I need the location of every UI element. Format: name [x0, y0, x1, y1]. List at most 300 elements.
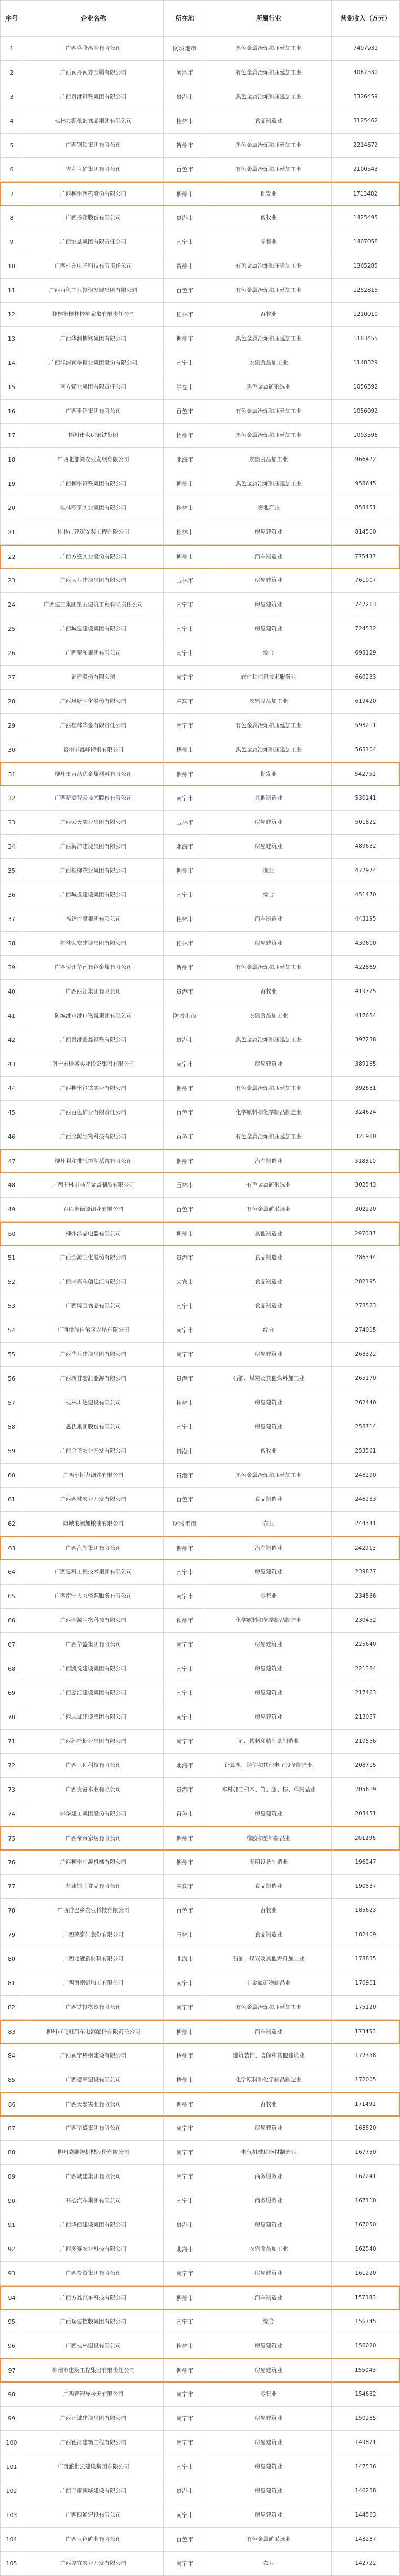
table-body — [0, 37, 400, 2576]
row-revenue: 239877 — [332, 1560, 400, 1585]
row-location: 玉林市 — [164, 1173, 206, 1198]
row-location: 贵港市 — [164, 1778, 206, 1802]
row-enterprise-name: 广西海洋建设集团有限公司 — [23, 835, 164, 859]
row-revenue: 3326459 — [332, 85, 400, 109]
table-row-highlighted — [0, 2358, 400, 2383]
row-revenue: 167241 — [332, 2165, 400, 2189]
table-row — [0, 1101, 400, 1125]
row-industry: 房屋建筑业 — [206, 1391, 332, 1415]
row-industry: 农副食品加工业 — [206, 2237, 332, 2262]
row-location: 南宁市 — [164, 2262, 206, 2286]
table-row — [0, 811, 400, 835]
row-revenue: 472974 — [332, 859, 400, 883]
table-row — [0, 1802, 400, 1826]
row-enterprise-name: 广西南宁梧州建设有限公司 — [23, 2044, 164, 2068]
row-location: 桂林市 — [164, 520, 206, 545]
row-serial: 36 — [0, 883, 23, 907]
header-industry: 所属行业 — [206, 0, 332, 37]
row-industry: 房屋建筑业 — [206, 1415, 332, 1439]
row-revenue: 213087 — [332, 1705, 400, 1730]
table-row — [0, 2310, 400, 2334]
row-location: 玉林市 — [164, 1923, 206, 1947]
table-row — [0, 158, 400, 182]
row-location: 梧州市 — [164, 2044, 206, 2068]
row-enterprise-name: 广西帝帝家居有限公司 — [23, 1826, 164, 1851]
row-location: 来宾市 — [164, 690, 206, 714]
row-location: 南宁市 — [164, 714, 206, 738]
table-row — [0, 2117, 400, 2141]
row-industry: 房屋建筑业 — [206, 932, 332, 956]
row-revenue: 565104 — [332, 738, 400, 762]
row-location: 南宁市 — [164, 1657, 206, 1681]
row-enterprise-name: 广西小恒力钢铁有限公司 — [23, 1464, 164, 1488]
row-revenue: 248290 — [332, 1464, 400, 1488]
row-industry: 零售业 — [206, 230, 332, 254]
row-revenue: 389165 — [332, 1052, 400, 1077]
row-location: 玉林市 — [164, 569, 206, 593]
row-industry: 农业 — [206, 1512, 332, 1536]
row-industry: 房屋建筑业 — [206, 1657, 332, 1681]
row-location: 柳州市 — [164, 2358, 206, 2383]
row-revenue: 619420 — [332, 690, 400, 714]
row-enterprise-name: 广西华盛集团有限公司 — [23, 1633, 164, 1657]
header-revenue: 营业收入（万元） — [332, 0, 400, 37]
row-location: 桂林市 — [164, 303, 206, 327]
row-location: 南宁市 — [164, 2455, 206, 2479]
row-enterprise-name: 柳州市建筑工程集团有限责任公司 — [23, 2358, 164, 2383]
row-serial: 89 — [0, 2165, 23, 2189]
row-serial: 15 — [0, 375, 23, 400]
table-header — [0, 0, 400, 37]
table-row — [0, 375, 400, 400]
table-row — [0, 956, 400, 980]
row-enterprise-name: 广西百色工业投资发展集团有限公司 — [23, 279, 164, 303]
row-revenue: 1056592 — [332, 375, 400, 400]
row-enterprise-name: 广西建工集团第五建筑工程有限责任公司 — [23, 593, 164, 617]
row-industry: 黑色金属冶炼和压延加工业 — [206, 424, 332, 448]
row-enterprise-name: 广西正诚建设集团有限公司 — [23, 2407, 164, 2431]
table-row — [0, 593, 400, 617]
row-revenue: 958645 — [332, 472, 400, 496]
row-enterprise-name: 广西四通建设有限公司 — [23, 2503, 164, 2528]
row-location: 南宁市 — [164, 1415, 206, 1439]
row-revenue: 660233 — [332, 666, 400, 690]
row-industry: 黑色金属冶炼和压延加工业 — [206, 327, 332, 351]
row-industry: 房屋建筑业 — [206, 2479, 332, 2503]
row-revenue: 430600 — [332, 932, 400, 956]
row-serial: 105 — [0, 2552, 23, 2576]
row-serial: 76 — [0, 1851, 23, 1875]
row-industry: 畜牧业 — [206, 980, 332, 1004]
table-row — [0, 327, 400, 351]
table-row — [0, 2383, 400, 2407]
row-location: 柳州市 — [164, 182, 206, 206]
row-serial: 24 — [0, 593, 23, 617]
row-revenue: 1713482 — [332, 182, 400, 206]
row-revenue: 2100543 — [332, 158, 400, 182]
row-serial: 87 — [0, 2117, 23, 2141]
row-industry: 综合 — [206, 641, 332, 666]
row-location: 贺州市 — [164, 134, 206, 158]
row-revenue: 147536 — [332, 2455, 400, 2479]
table-row-highlighted — [0, 2092, 400, 2117]
table-row — [0, 617, 400, 641]
row-enterprise-name: 广西来宾东糖迁江有限公司 — [23, 1270, 164, 1294]
row-revenue: 1210010 — [332, 303, 400, 327]
row-enterprise-name: 广西湘桂糖业集团有限公司 — [23, 1730, 164, 1754]
row-industry: 黑色金属冶炼和压延加工业 — [206, 85, 332, 109]
row-enterprise-name: 广西凤糖生化股份有限公司 — [23, 690, 164, 714]
row-serial: 69 — [0, 1681, 23, 1705]
row-location: 南宁市 — [164, 2165, 206, 2189]
row-enterprise-name: 广西百色矿业有限责任公司 — [23, 1101, 164, 1125]
row-industry: 黑色金属冶炼和压延加工业 — [206, 37, 332, 61]
row-enterprise-name: 广西百色矿业有限公司 — [23, 2528, 164, 2552]
row-enterprise-name: 广西三创科技有限公司 — [23, 1754, 164, 1778]
row-revenue: 698129 — [332, 641, 400, 666]
table-row — [0, 1512, 400, 1536]
row-industry: 非金属矿物制品业 — [206, 1971, 332, 1996]
row-enterprise-name: 广西华润柳钢集团有限公司 — [23, 327, 164, 351]
row-location: 防城港市 — [164, 1004, 206, 1028]
row-serial: 45 — [0, 1101, 23, 1125]
row-serial: 97 — [0, 2358, 23, 2383]
row-location: 梧州市 — [164, 424, 206, 448]
row-serial: 25 — [0, 617, 23, 641]
row-serial: 77 — [0, 1875, 23, 1899]
row-serial: 43 — [0, 1052, 23, 1077]
row-industry: 有色金属矿采选业 — [206, 1173, 332, 1198]
row-revenue: 178835 — [332, 1947, 400, 1971]
row-location: 崇左市 — [164, 375, 206, 400]
row-enterprise-name: 柳州欧维姆机械股份有限公司 — [23, 2141, 164, 2165]
row-enterprise-name: 广西贵港木业有限公司 — [23, 1778, 164, 1802]
row-enterprise-name: 兴华建工集团股份有限公司 — [23, 1802, 164, 1826]
row-industry: 畜牧业 — [206, 303, 332, 327]
row-location: 南宁市 — [164, 1730, 206, 1754]
row-industry: 其他制造业 — [206, 1222, 332, 1246]
header-serial: 序号 — [0, 0, 23, 37]
row-location: 柳州市 — [164, 327, 206, 351]
row-location: 桂林市 — [164, 1391, 206, 1415]
table-row — [0, 907, 400, 932]
row-enterprise-name: 广西金顶农业开发有限公司 — [23, 1439, 164, 1464]
row-serial: 102 — [0, 2479, 23, 2503]
table-row — [0, 1343, 400, 1367]
row-industry: 化学原料和化学制品制造业 — [206, 2068, 332, 2092]
row-serial: 73 — [0, 1778, 23, 1802]
table-row — [0, 1367, 400, 1391]
table-row — [0, 2528, 400, 2552]
table-row — [0, 980, 400, 1004]
row-revenue: 258714 — [332, 1415, 400, 1439]
row-location: 玉林市 — [164, 811, 206, 835]
table-row — [0, 448, 400, 472]
row-serial: 67 — [0, 1633, 23, 1657]
row-industry: 农副食品加工业 — [206, 690, 332, 714]
row-industry: 房屋建筑业 — [206, 1802, 332, 1826]
row-location: 南宁市 — [164, 1052, 206, 1077]
table-row — [0, 1246, 400, 1270]
row-location: 百色市 — [164, 1101, 206, 1125]
row-enterprise-name: 桂林彰泰实业集团有限公司 — [23, 496, 164, 520]
row-location: 百色市 — [164, 1125, 206, 1149]
row-enterprise-name: 广西西林农业开发有限公司 — [23, 1488, 164, 1512]
table-row — [0, 2068, 400, 2092]
row-serial: 65 — [0, 1585, 23, 1609]
row-industry: 零售业 — [206, 2383, 332, 2407]
table-row — [0, 351, 400, 375]
row-enterprise-name: 吉利百矿集团有限公司 — [23, 158, 164, 182]
row-industry: 建筑装饰、装修和其他建筑业 — [206, 2044, 332, 2068]
row-revenue: 302543 — [332, 1173, 400, 1198]
row-industry: 房屋建筑业 — [206, 1560, 332, 1585]
row-industry: 有色金属冶炼和压延加工业 — [206, 1125, 332, 1149]
table-row — [0, 2262, 400, 2286]
row-revenue: 156020 — [332, 2334, 400, 2358]
row-enterprise-name: 广西华业建设集团有限公司 — [23, 1343, 164, 1367]
row-serial: 19 — [0, 472, 23, 496]
row-location: 贺州市 — [164, 956, 206, 980]
row-location: 南宁市 — [164, 1705, 206, 1730]
row-industry: 房屋建筑业 — [206, 1343, 332, 1367]
row-industry: 综合 — [206, 883, 332, 907]
row-serial: 37 — [0, 907, 23, 932]
row-industry: 黑色金属矿采选业 — [206, 375, 332, 400]
row-enterprise-name: 广西柳州钢铁集团有限公司 — [23, 472, 164, 496]
table-row — [0, 1439, 400, 1464]
row-industry: 黑色金属冶炼和压延加工业 — [206, 1464, 332, 1488]
row-enterprise-name: 盐津铺子食品有限公司 — [23, 1875, 164, 1899]
row-enterprise-name: 广西平铝集团有限公司 — [23, 400, 164, 424]
row-industry: 汽车制造业 — [206, 2020, 332, 2044]
row-enterprise-name: 广西志诚建设集团有限公司 — [23, 1705, 164, 1730]
row-enterprise-name: 广西南宁人力资源服务有限公司 — [23, 1585, 164, 1609]
row-serial: 38 — [0, 932, 23, 956]
row-industry: 房屋建筑业 — [206, 811, 332, 835]
row-revenue: 3125462 — [332, 109, 400, 134]
row-revenue: 321980 — [332, 1125, 400, 1149]
table-row — [0, 303, 400, 327]
row-serial: 42 — [0, 1028, 23, 1052]
row-serial: 6 — [0, 158, 23, 182]
row-industry: 有色金属冶炼和压延加工业 — [206, 254, 332, 279]
row-industry: 农副食品加工业 — [206, 448, 332, 472]
row-revenue: 173453 — [332, 2020, 400, 2044]
table-row — [0, 1681, 400, 1705]
table-row — [0, 2165, 400, 2189]
row-location: 百色市 — [164, 158, 206, 182]
row-revenue: 253561 — [332, 1439, 400, 1464]
table-row — [0, 206, 400, 230]
row-location: 南宁市 — [164, 1585, 206, 1609]
row-enterprise-name: 广西德清建筑工程有限公司 — [23, 2431, 164, 2455]
row-revenue: 172005 — [332, 2068, 400, 2092]
row-industry: 房屋建筑业 — [206, 2358, 332, 2383]
row-location: 北海市 — [164, 1754, 206, 1778]
row-revenue: 168520 — [332, 2117, 400, 2141]
row-serial: 8 — [0, 206, 23, 230]
row-revenue: 244341 — [332, 1512, 400, 1536]
row-serial: 94 — [0, 2286, 23, 2310]
row-enterprise-name: 惠氏集团股份有限公司 — [23, 1415, 164, 1439]
row-location: 柳州市 — [164, 1222, 206, 1246]
row-enterprise-name: 广西铁投物资有限公司 — [23, 1996, 164, 2020]
row-location: 南宁市 — [164, 666, 206, 690]
row-serial: 83 — [0, 2020, 23, 2044]
row-serial: 70 — [0, 1705, 23, 1730]
row-location: 柳州市 — [164, 472, 206, 496]
row-serial: 28 — [0, 690, 23, 714]
row-industry: 房屋建筑业 — [206, 593, 332, 617]
row-industry: 商务服务业 — [206, 2165, 332, 2189]
row-location: 南宁市 — [164, 2141, 206, 2165]
row-enterprise-name: 润建股份有限公司 — [23, 666, 164, 690]
row-enterprise-name: 广西华西建设集团有限公司 — [23, 2213, 164, 2237]
row-industry: 计算机、通信和其他电子设备制造业 — [206, 1754, 332, 1778]
row-location: 百色市 — [164, 279, 206, 303]
row-serial: 17 — [0, 424, 23, 448]
row-enterprise-name: 柳州泽晶电器有限公司 — [23, 1222, 164, 1246]
row-serial: 92 — [0, 2237, 23, 2262]
row-enterprise-name: 福达控股集团有限公司 — [23, 907, 164, 932]
row-serial: 99 — [0, 2407, 23, 2431]
table-row — [0, 1923, 400, 1947]
row-industry: 黑色金属冶炼和压延加工业 — [206, 472, 332, 496]
row-location: 防城港市 — [164, 37, 206, 61]
row-revenue: 150285 — [332, 2407, 400, 2431]
table-row — [0, 1198, 400, 1222]
row-revenue: 161220 — [332, 2262, 400, 2286]
table-row — [0, 134, 400, 158]
table-row — [0, 1004, 400, 1028]
row-location: 来宾市 — [164, 1270, 206, 1294]
row-revenue: 246233 — [332, 1488, 400, 1512]
table-row — [0, 2455, 400, 2479]
row-revenue: 297037 — [332, 1222, 400, 1246]
row-industry: 房屋建筑业 — [206, 2334, 332, 2358]
table-row — [0, 2407, 400, 2431]
row-industry: 食品制造业 — [206, 1875, 332, 1899]
row-serial: 93 — [0, 2262, 23, 2286]
row-enterprise-name: 广西华盛集团有限公司 — [23, 2117, 164, 2141]
row-industry: 有色金属冶炼和压延加工业 — [206, 956, 332, 980]
row-serial: 75 — [0, 1826, 23, 1851]
row-enterprise-name: 南宁市桂盛实业投资集团有限公司 — [23, 1052, 164, 1077]
row-enterprise-name: 广西盛世云建设集团有限公司 — [23, 2455, 164, 2479]
row-serial: 2 — [0, 61, 23, 85]
table-row — [0, 569, 400, 593]
row-location: 柳州市 — [164, 545, 206, 569]
table-row-highlighted — [0, 182, 400, 206]
row-enterprise-name: 广西柳州钢铁实业有限公司 — [23, 1077, 164, 1101]
row-revenue: 501822 — [332, 811, 400, 835]
row-enterprise-name: 广西金源生物科技有限公司 — [23, 1609, 164, 1633]
row-location: 南宁市 — [164, 641, 206, 666]
row-revenue: 171491 — [332, 2092, 400, 2117]
row-industry: 农业 — [206, 2552, 332, 2576]
header-location: 所在地 — [164, 0, 206, 37]
row-serial: 9 — [0, 230, 23, 254]
row-industry: 专用设备制造业 — [206, 1851, 332, 1875]
table-row — [0, 2503, 400, 2528]
row-serial: 41 — [0, 1004, 23, 1028]
row-revenue: 176901 — [332, 1971, 400, 1996]
row-industry: 汽车制造业 — [206, 2286, 332, 2310]
table-row — [0, 1294, 400, 1318]
row-serial: 88 — [0, 2141, 23, 2165]
row-location: 柳州市 — [164, 762, 206, 786]
row-revenue: 2214672 — [332, 134, 400, 158]
row-industry: 畜牧业 — [206, 1439, 332, 1464]
row-revenue: 443195 — [332, 907, 400, 932]
row-location: 柳州市 — [164, 859, 206, 883]
row-serial: 86 — [0, 2092, 23, 2117]
row-serial: 21 — [0, 520, 23, 545]
table-row — [0, 1270, 400, 1294]
row-enterprise-name: 开心汽车集团有限公司 — [23, 2189, 164, 2213]
row-enterprise-name: 百色市德源铝业有限公司 — [23, 1198, 164, 1222]
table-row — [0, 2552, 400, 2576]
table-row — [0, 1318, 400, 1343]
row-enterprise-name: 广西多赛农业科技有限公司 — [23, 2237, 164, 2262]
row-revenue: 761907 — [332, 569, 400, 593]
table-row — [0, 1052, 400, 1077]
row-enterprise-name: 广西贵港钢铁集团有限公司 — [23, 85, 164, 109]
row-enterprise-name: 桂林川达建设有限公司 — [23, 1391, 164, 1415]
row-location: 桂林市 — [164, 496, 206, 520]
row-serial: 58 — [0, 1415, 23, 1439]
row-enterprise-name: 广西云天实业集团有限公司 — [23, 811, 164, 835]
row-location: 贵港市 — [164, 1367, 206, 1391]
row-revenue: 489632 — [332, 835, 400, 859]
row-serial: 56 — [0, 1367, 23, 1391]
table-row — [0, 641, 400, 666]
row-enterprise-name: 广西汽车集团有限公司 — [23, 1536, 164, 1560]
row-industry: 黑色金属冶炼和压延加工业 — [206, 1028, 332, 1052]
table-row — [0, 1971, 400, 1996]
row-serial: 103 — [0, 2503, 23, 2528]
row-serial: 16 — [0, 400, 23, 424]
row-industry: 房屋建筑业 — [206, 2431, 332, 2455]
row-industry: 房屋建筑业 — [206, 1681, 332, 1705]
row-revenue: 324624 — [332, 1101, 400, 1125]
row-industry: 食品制造业 — [206, 1294, 332, 1318]
row-serial: 46 — [0, 1125, 23, 1149]
row-location: 河池市 — [164, 61, 206, 85]
table-row — [0, 835, 400, 859]
table-row — [0, 2189, 400, 2213]
row-revenue: 265170 — [332, 1367, 400, 1391]
row-revenue: 167050 — [332, 2213, 400, 2237]
row-serial: 74 — [0, 1802, 23, 1826]
row-location: 贵港市 — [164, 980, 206, 1004]
row-enterprise-name: 广西钢铁集团有限公司 — [23, 134, 164, 158]
row-revenue: 1183455 — [332, 327, 400, 351]
row-serial: 61 — [0, 1488, 23, 1512]
row-serial: 13 — [0, 327, 23, 351]
row-serial: 7 — [0, 182, 23, 206]
row-location: 贵港市 — [164, 1246, 206, 1270]
row-industry: 畜牧业 — [206, 2092, 332, 2117]
table-row — [0, 61, 400, 85]
row-serial: 71 — [0, 1730, 23, 1754]
row-industry: 有色金属冶炼和压延加工业 — [206, 1996, 332, 2020]
row-enterprise-name: 防城港市港口物流集团有限公司 — [23, 1004, 164, 1028]
row-serial: 40 — [0, 980, 23, 1004]
row-location: 百色市 — [164, 1899, 206, 1923]
row-industry: 有色金属矿采选业 — [206, 2528, 332, 2552]
